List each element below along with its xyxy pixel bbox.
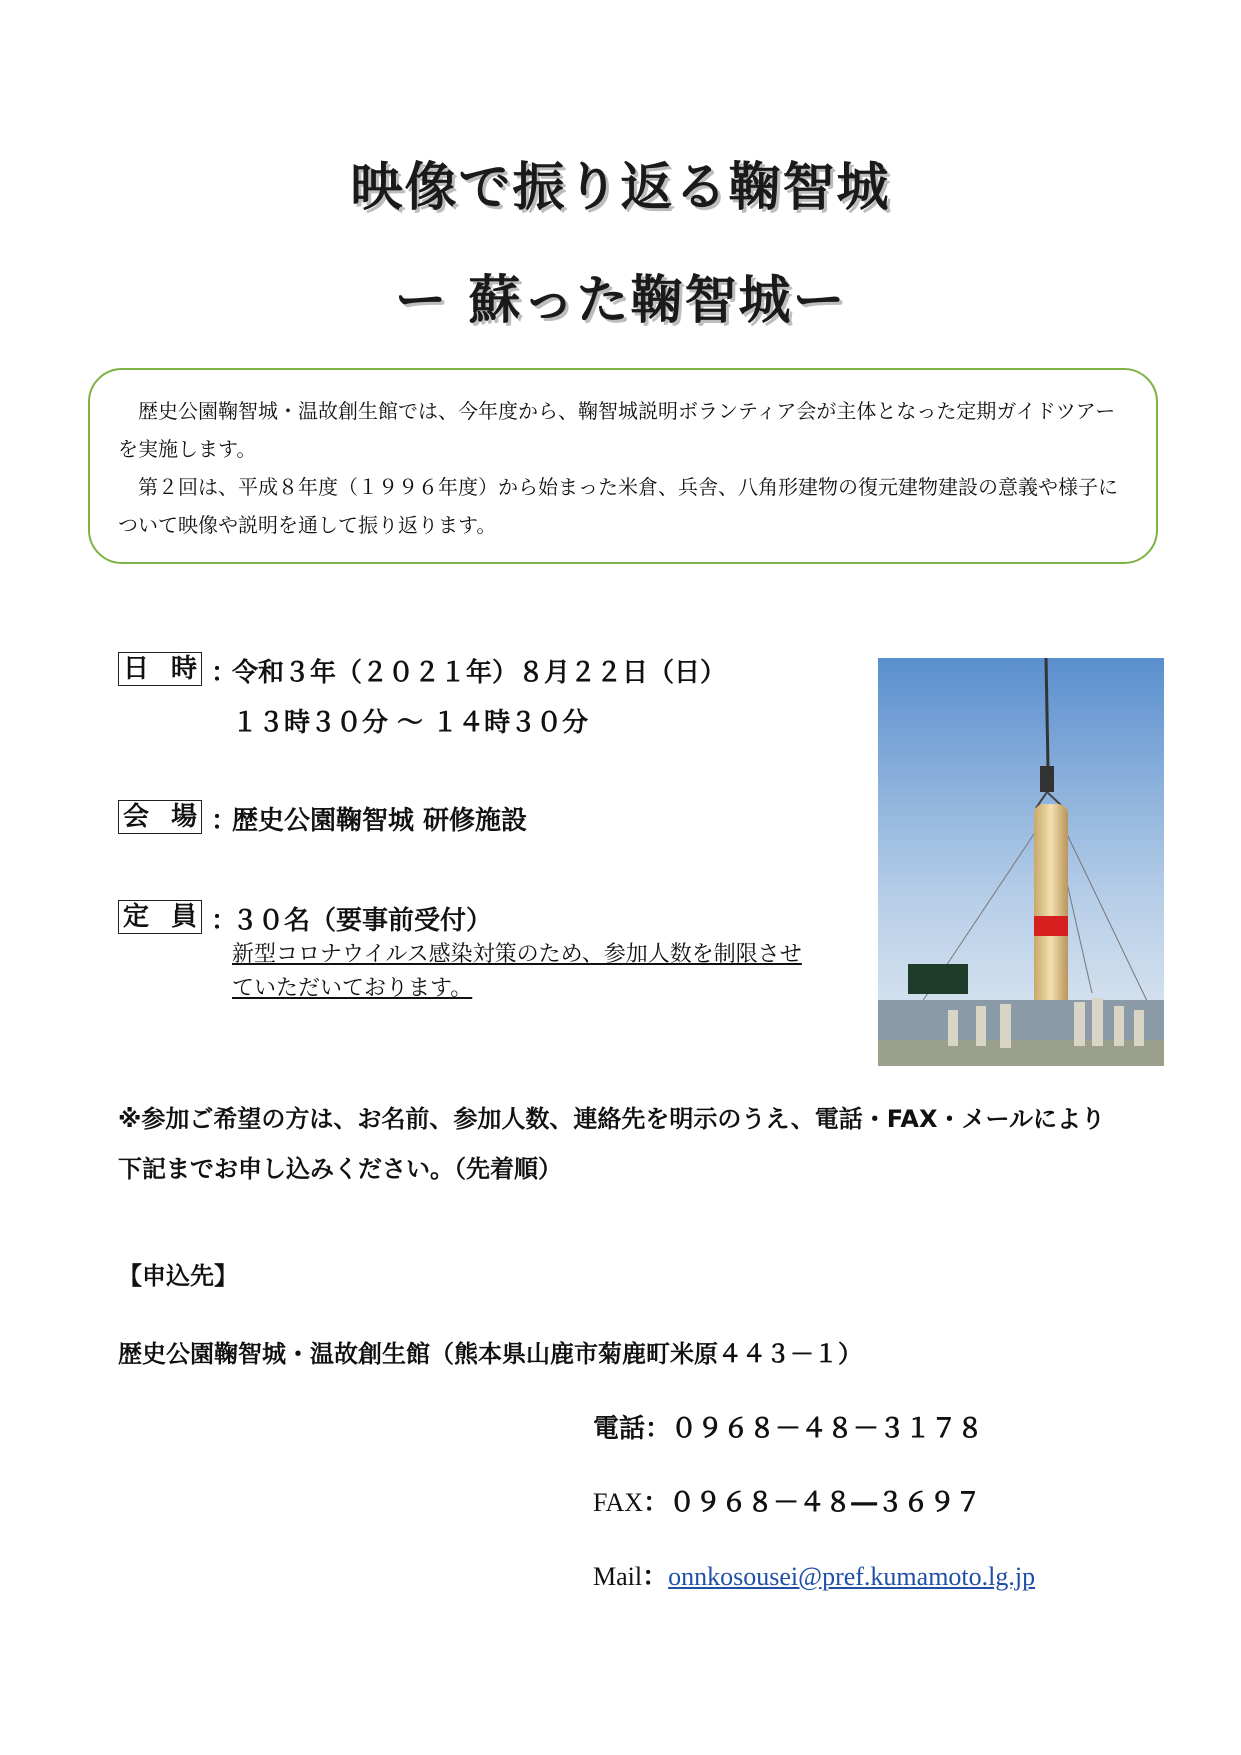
venue-label-a: 会	[123, 802, 150, 832]
mail-colon: ：	[642, 1562, 669, 1592]
pillar-red-band	[1034, 916, 1068, 936]
capacity-label-b: 員	[170, 902, 197, 932]
phone-label: 電話	[593, 1414, 646, 1444]
schedule-colon: ：	[211, 658, 238, 688]
mail-label: Mail	[593, 1562, 643, 1591]
photo-illustration	[878, 658, 1164, 1066]
title-line-2: ー 蘇った鞠智城ー	[394, 271, 847, 331]
schedule-label-a: 日	[123, 654, 150, 684]
schedule-label	[118, 652, 202, 686]
fax-row	[593, 1482, 981, 1519]
capacity-note-line-1: 新型コロナウイルス感染対策のため、参加人数を制限させ	[232, 942, 802, 967]
schedule-time: １３時３０分 ～ １４時３０分	[232, 708, 589, 738]
contact-heading: 【申込先】	[118, 1262, 238, 1290]
intro-paragraph-2: 第２回は、平成８年度（１９９６年度）から始まった米倉、兵舎、八角形建物の復元建物建設の意義や様子について映像や説明を通して振り返ります。	[118, 475, 1118, 537]
capacity-value: ３０名（要事前受付）	[232, 906, 493, 936]
intro-paragraph-1: 歴史公園鞠智城・温故創生館では、今年度から、鞠智城説明ボランティア会が主体となった定期ガイドツアーを実施します。	[118, 399, 1116, 461]
fax-label: FAX	[593, 1488, 644, 1517]
wooden-pillar	[1034, 804, 1068, 1024]
contact-org: 歴史公園鞠智城・温故創生館（熊本県山鹿市菊鹿町米原４４３－１）	[118, 1340, 862, 1368]
mail-link[interactable]: onnkosousei@pref.kumamoto.lg.jp	[668, 1562, 1036, 1591]
fax-colon: ：	[643, 1488, 670, 1518]
title-line-1: 映像で振り返る鞠智城	[350, 158, 891, 218]
venue-label	[118, 800, 202, 834]
crane-cable	[1046, 658, 1048, 768]
mail-row	[593, 1556, 1035, 1593]
capacity-note-line-2: ていただいております。	[232, 976, 473, 1001]
intro-box	[88, 368, 1158, 564]
venue-colon: ：	[211, 806, 238, 836]
crane-hook	[1040, 766, 1054, 792]
pillar-raising-photo	[878, 658, 1164, 1066]
fax-number: ０９６８－４８―３６９７	[669, 1488, 982, 1518]
schedule-label-b: 時	[170, 654, 197, 684]
capacity-label	[118, 900, 202, 934]
phone-number[interactable]: ０９６８－４８－３１７８	[671, 1414, 984, 1444]
phone-row	[593, 1408, 983, 1445]
phone-colon: ：	[645, 1414, 672, 1444]
capacity-label-a: 定	[123, 902, 150, 932]
capacity-colon: ：	[211, 906, 238, 936]
venue-label-b: 場	[170, 802, 197, 832]
apply-note: ※参加ご希望の方は、お名前、参加人数、連絡先を明示のうえ、電話・FAX・メールにより下記までお申し込みください。（先着順）	[118, 1105, 1106, 1183]
sign-board	[908, 964, 968, 994]
schedule-date: 令和３年（２０２１年）８月２２日（日）	[232, 658, 727, 688]
capacity-note	[232, 938, 802, 1006]
venue-value: 歴史公園鞠智城 研修施設	[232, 806, 528, 836]
